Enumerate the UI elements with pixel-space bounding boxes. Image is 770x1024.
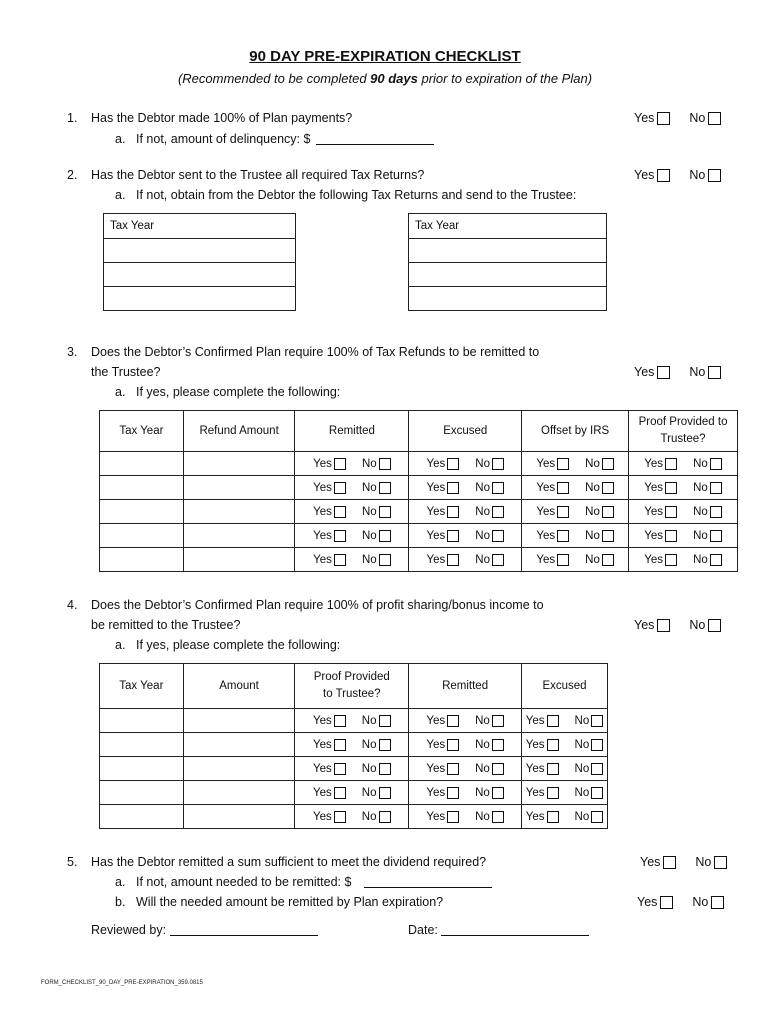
- q3-offset-by-irs-no-checkbox[interactable]: [602, 530, 614, 542]
- q3-offset-by-irs-no-checkbox[interactable]: [602, 482, 614, 494]
- q5b-yes-checkbox[interactable]: [660, 896, 673, 909]
- q4-remitted-yes-no: Yes No: [409, 787, 521, 799]
- q4-proof-provided-yes-no: Yes No: [295, 787, 408, 799]
- q4-yes-checkbox[interactable]: [657, 619, 670, 632]
- q2-left-cell[interactable]: [104, 239, 296, 263]
- q4-proof-provided-no-checkbox[interactable]: [379, 739, 391, 751]
- q3-remitted-cell: [295, 548, 409, 572]
- q5-no-checkbox[interactable]: [714, 856, 727, 869]
- q3-table-row: [100, 452, 738, 476]
- q3-remitted-cell: [295, 476, 409, 500]
- q4-yes-no: Yes No: [634, 618, 721, 632]
- q3-offset-by-irs-no-checkbox[interactable]: [602, 554, 614, 566]
- q3-header-refund-amount: Refund Amount: [183, 411, 295, 452]
- q5b-label: b.: [115, 895, 126, 909]
- q3-proof-provided-cell: [629, 452, 738, 476]
- q4-text-line2: be remitted to the Trustee?: [91, 618, 241, 632]
- page-subtitle: (Recommended to be completed 90 days prior to expiration of the Plan): [177, 71, 593, 86]
- q4-remitted-yes-no: Yes No: [409, 739, 521, 751]
- q3-proof-provided-cell: [629, 476, 738, 500]
- q3-remitted-yes-no: Yes No: [295, 458, 408, 470]
- q4-table-row: [100, 781, 608, 805]
- q3-tax-refund-table: [99, 410, 738, 572]
- q4-excused-cell: [522, 781, 608, 805]
- q3-table-row: [100, 548, 738, 572]
- q3-proof-provided-cell: [629, 500, 738, 524]
- q4-remitted-no-checkbox[interactable]: [492, 811, 504, 823]
- q3-offset-by-irs-yes-checkbox[interactable]: [557, 530, 569, 542]
- q2-no-checkbox[interactable]: [708, 169, 721, 182]
- q4-excused-no-checkbox[interactable]: [591, 787, 603, 799]
- q3-tax-year-cell[interactable]: [100, 548, 184, 572]
- q3-offset-by-irs-yes-no: Yes No: [522, 482, 628, 494]
- q4-proof-provided-cell: [295, 757, 409, 781]
- q5a-text: If not, amount needed to be remitted: $: [136, 875, 352, 889]
- q4-tax-year-cell[interactable]: [100, 757, 184, 781]
- q4-amount-cell[interactable]: [183, 757, 295, 781]
- q4-proof-provided-yes-checkbox[interactable]: [334, 787, 346, 799]
- q3-excused-cell: [409, 548, 522, 572]
- q3-offset-by-irs-no-checkbox[interactable]: [602, 506, 614, 518]
- q3-proof-provided-yes-no: Yes No: [629, 554, 737, 566]
- q3-proof-provided-yes-no: Yes No: [629, 458, 737, 470]
- q3-proof-provided-no-checkbox[interactable]: [710, 482, 722, 494]
- q4-remitted-yes-no: Yes No: [409, 763, 521, 775]
- q3-excused-cell: [409, 524, 522, 548]
- q3-excused-yes-checkbox[interactable]: [447, 506, 459, 518]
- q4-excused-yes-checkbox[interactable]: [547, 787, 559, 799]
- q4-excused-yes-no: Yes No: [522, 739, 607, 751]
- reviewed-by-field[interactable]: [170, 923, 318, 936]
- q4a-text: If yes, please complete the following:: [136, 638, 341, 652]
- q3-remitted-yes-checkbox[interactable]: [334, 554, 346, 566]
- q4-excused-yes-no: Yes No: [522, 787, 607, 799]
- q3a-label: a.: [115, 385, 126, 399]
- q3-excused-yes-no: Yes No: [409, 554, 521, 566]
- q4-proof-provided-yes-checkbox[interactable]: [334, 811, 346, 823]
- q3-excused-no-checkbox[interactable]: [492, 554, 504, 566]
- q5a-label: a.: [115, 875, 126, 889]
- q3-tax-year-cell[interactable]: [100, 452, 184, 476]
- q3-remitted-cell: [295, 524, 409, 548]
- q2a-text: If not, obtain from the Debtor the following Tax Returns and send to the Trustee:: [136, 188, 577, 202]
- q4-amount-cell[interactable]: [183, 709, 295, 733]
- q3-offset-by-irs-yes-no: Yes No: [522, 506, 628, 518]
- q4-remitted-no-checkbox[interactable]: [492, 787, 504, 799]
- q4-excused-no-checkbox[interactable]: [591, 715, 603, 727]
- q1-yes-checkbox[interactable]: [657, 112, 670, 125]
- q2-left-cell[interactable]: [104, 263, 296, 287]
- q3-header-excused: Excused: [409, 411, 522, 452]
- q3-tax-year-cell[interactable]: [100, 524, 184, 548]
- q3-excused-cell: [409, 452, 522, 476]
- q2a-label: a.: [115, 188, 126, 202]
- q3-excused-yes-no: Yes No: [409, 458, 521, 470]
- q4-tax-year-cell[interactable]: [100, 733, 184, 757]
- q4-remitted-yes-checkbox[interactable]: [447, 715, 459, 727]
- q3-offset-by-irs-cell: [522, 524, 629, 548]
- date-label: Date:: [408, 923, 438, 937]
- q4-header-amount: Amount: [183, 664, 295, 709]
- q1-number: 1.: [67, 111, 78, 125]
- q3-text-line1: Does the Debtor’s Confirmed Plan require 100% of Tax Refunds to be remitted to: [91, 345, 540, 359]
- q4-proof-provided-no-checkbox[interactable]: [379, 763, 391, 775]
- q4-proof-provided-yes-checkbox[interactable]: [334, 739, 346, 751]
- q3-remitted-yes-checkbox[interactable]: [334, 530, 346, 542]
- q4-header-proof-provided: Proof Provided to Trustee?: [295, 664, 409, 709]
- q4-remitted-cell: [409, 757, 522, 781]
- q3-yes-no: Yes No: [634, 365, 721, 379]
- q2-tax-year-table-right: [408, 213, 607, 311]
- q2-right-cell[interactable]: [409, 239, 607, 263]
- q4-excused-no-checkbox[interactable]: [591, 763, 603, 775]
- q4-remitted-cell: [409, 781, 522, 805]
- q3-offset-by-irs-yes-no: Yes No: [522, 554, 628, 566]
- q4-proof-provided-cell: [295, 805, 409, 829]
- q2-left-header: Tax Year: [104, 214, 296, 239]
- q3-table-row: [100, 500, 738, 524]
- q3-excused-yes-no: Yes No: [409, 530, 521, 542]
- q4-table-row: [100, 709, 608, 733]
- q4-tax-year-cell[interactable]: [100, 709, 184, 733]
- q4-table-row: [100, 757, 608, 781]
- q4-amount-cell[interactable]: [183, 781, 295, 805]
- q3-offset-by-irs-yes-checkbox[interactable]: [557, 458, 569, 470]
- q4-proof-provided-cell: [295, 709, 409, 733]
- q3-remitted-yes-checkbox[interactable]: [334, 506, 346, 518]
- q4-proof-provided-yes-checkbox[interactable]: [334, 715, 346, 727]
- q3-table-row: [100, 476, 738, 500]
- q4-remitted-yes-checkbox[interactable]: [447, 787, 459, 799]
- q3-excused-no-checkbox[interactable]: [492, 482, 504, 494]
- q4-remitted-yes-checkbox[interactable]: [447, 739, 459, 751]
- q4-header-excused: Excused: [522, 664, 608, 709]
- q3-tax-year-cell[interactable]: [100, 476, 184, 500]
- q4-excused-yes-no: Yes No: [522, 715, 607, 727]
- q4-table-row: [100, 805, 608, 829]
- q3-proof-provided-no-checkbox[interactable]: [710, 554, 722, 566]
- q4-remitted-yes-checkbox[interactable]: [447, 811, 459, 823]
- q4-proof-provided-yes-no: Yes No: [295, 811, 408, 823]
- form-code-footer: FORM_CHECKLIST_90_DAY_PRE-EXPIRATION_359.0815: [41, 980, 203, 986]
- q3-header-tax-year: Tax Year: [100, 411, 184, 452]
- q3a-text: If yes, please complete the following:: [136, 385, 341, 399]
- q4-excused-cell: [522, 757, 608, 781]
- q3-offset-by-irs-cell: [522, 500, 629, 524]
- q4-excused-yes-no: Yes No: [522, 763, 607, 775]
- q4-proof-provided-no-checkbox[interactable]: [379, 811, 391, 823]
- q1a-text: If not, amount of delinquency: $: [136, 132, 311, 146]
- q4-no-checkbox[interactable]: [708, 619, 721, 632]
- q4a-label: a.: [115, 638, 126, 652]
- q2-left-cell[interactable]: [104, 287, 296, 311]
- q4-proof-provided-no-checkbox[interactable]: [379, 715, 391, 727]
- q4-excused-yes-no: Yes No: [522, 811, 607, 823]
- q3-excused-yes-no: Yes No: [409, 506, 521, 518]
- q3-table-row: [100, 524, 738, 548]
- q3-remitted-yes-checkbox[interactable]: [334, 458, 346, 470]
- q4-proof-provided-yes-no: Yes No: [295, 763, 408, 775]
- q3-offset-by-irs-yes-checkbox[interactable]: [557, 506, 569, 518]
- q4-excused-cell: [522, 709, 608, 733]
- q4-number: 4.: [67, 598, 78, 612]
- q3-remitted-yes-no: Yes No: [295, 482, 408, 494]
- q4-tax-year-cell[interactable]: [100, 781, 184, 805]
- q3-text-line2: the Trustee?: [91, 365, 161, 379]
- q3-remitted-no-checkbox[interactable]: [379, 506, 391, 518]
- q4-bonus-income-table: [99, 663, 608, 829]
- q3-excused-no-checkbox[interactable]: [492, 530, 504, 542]
- q3-refund-amount-cell[interactable]: [183, 452, 295, 476]
- q2-tax-year-table-left: [103, 213, 296, 311]
- q3-refund-amount-cell[interactable]: [183, 524, 295, 548]
- q4-remitted-no-checkbox[interactable]: [492, 739, 504, 751]
- q2-number: 2.: [67, 168, 78, 182]
- q2-text: Has the Debtor sent to the Trustee all required Tax Returns?: [91, 168, 425, 182]
- q3-number: 3.: [67, 345, 78, 359]
- date-field[interactable]: [441, 923, 589, 936]
- q4-proof-provided-yes-no: Yes No: [295, 715, 408, 727]
- q4-remitted-yes-no: Yes No: [409, 811, 521, 823]
- q4-remitted-cell: [409, 805, 522, 829]
- q4-excused-no-checkbox[interactable]: [591, 739, 603, 751]
- q3-remitted-yes-no: Yes No: [295, 506, 408, 518]
- q4-proof-provided-cell: [295, 781, 409, 805]
- q3-offset-by-irs-cell: [522, 452, 629, 476]
- q3-proof-provided-yes-no: Yes No: [629, 530, 737, 542]
- q3-excused-yes-checkbox[interactable]: [447, 458, 459, 470]
- q4-excused-no-checkbox[interactable]: [591, 811, 603, 823]
- q3-proof-provided-no-checkbox[interactable]: [710, 506, 722, 518]
- q3-remitted-yes-no: Yes No: [295, 530, 408, 542]
- q4-proof-provided-no-checkbox[interactable]: [379, 787, 391, 799]
- q1a-label: a.: [115, 132, 126, 146]
- q3-remitted-cell: [295, 500, 409, 524]
- q3-yes-checkbox[interactable]: [657, 366, 670, 379]
- q3-excused-yes-checkbox[interactable]: [447, 482, 459, 494]
- q4-remitted-yes-checkbox[interactable]: [447, 763, 459, 775]
- q3-proof-provided-no-checkbox[interactable]: [710, 458, 722, 470]
- q4-remitted-yes-no: Yes No: [409, 715, 521, 727]
- page-title: 90 DAY PRE-EXPIRATION CHECKLIST: [249, 48, 521, 65]
- q5b-yes-no: Yes No: [637, 895, 724, 909]
- q3-proof-provided-yes-checkbox[interactable]: [665, 554, 677, 566]
- q4-amount-cell[interactable]: [183, 733, 295, 757]
- q4-tax-year-cell[interactable]: [100, 805, 184, 829]
- q4-remitted-cell: [409, 733, 522, 757]
- q3-excused-no-checkbox[interactable]: [492, 506, 504, 518]
- q4-excused-yes-checkbox[interactable]: [547, 739, 559, 751]
- q4-remitted-no-checkbox[interactable]: [492, 715, 504, 727]
- q3-excused-yes-no: Yes No: [409, 482, 521, 494]
- q4-header-remitted: Remitted: [409, 664, 522, 709]
- q4-table-row: [100, 733, 608, 757]
- q3-proof-provided-cell: [629, 524, 738, 548]
- q3-offset-by-irs-cell: [522, 476, 629, 500]
- q4-proof-provided-cell: [295, 733, 409, 757]
- q5-yes-checkbox[interactable]: [663, 856, 676, 869]
- q3-proof-provided-yes-no: Yes No: [629, 482, 737, 494]
- q3-proof-provided-yes-checkbox[interactable]: [665, 482, 677, 494]
- q4-proof-provided-yes-no: Yes No: [295, 739, 408, 751]
- q3-remitted-yes-checkbox[interactable]: [334, 482, 346, 494]
- q3-remitted-no-checkbox[interactable]: [379, 482, 391, 494]
- q3-offset-by-irs-yes-no: Yes No: [522, 458, 628, 470]
- q2-right-cell[interactable]: [409, 287, 607, 311]
- q4-excused-yes-checkbox[interactable]: [547, 811, 559, 823]
- q2-right-header: Tax Year: [409, 214, 607, 239]
- q3-offset-by-irs-no-checkbox[interactable]: [602, 458, 614, 470]
- reviewed-by-label: Reviewed by:: [91, 923, 167, 937]
- q2-right-cell[interactable]: [409, 263, 607, 287]
- q5a-amount-field[interactable]: [364, 875, 492, 888]
- q3-no-checkbox[interactable]: [708, 366, 721, 379]
- q3-offset-by-irs-yes-checkbox[interactable]: [557, 554, 569, 566]
- q2-yes-checkbox[interactable]: [657, 169, 670, 182]
- q4-amount-cell[interactable]: [183, 805, 295, 829]
- q3-excused-cell: [409, 500, 522, 524]
- q3-proof-provided-no-checkbox[interactable]: [710, 530, 722, 542]
- q4-remitted-no-checkbox[interactable]: [492, 763, 504, 775]
- q3-remitted-no-checkbox[interactable]: [379, 530, 391, 542]
- q5-yes-no: Yes No: [640, 855, 727, 869]
- q4-excused-yes-checkbox[interactable]: [547, 715, 559, 727]
- q3-header-proof-provided: Proof Provided to Trustee?: [629, 411, 738, 452]
- q3-excused-yes-checkbox[interactable]: [447, 554, 459, 566]
- q4-excused-cell: [522, 733, 608, 757]
- q3-remitted-cell: [295, 452, 409, 476]
- q3-refund-amount-cell[interactable]: [183, 476, 295, 500]
- q3-remitted-no-checkbox[interactable]: [379, 554, 391, 566]
- q1-text: Has the Debtor made 100% of Plan payments?: [91, 111, 353, 125]
- q3-proof-provided-yes-checkbox[interactable]: [665, 458, 677, 470]
- q4-excused-cell: [522, 805, 608, 829]
- q1-yes-no: Yes No: [634, 111, 721, 125]
- q3-excused-cell: [409, 476, 522, 500]
- q3-offset-by-irs-yes-checkbox[interactable]: [557, 482, 569, 494]
- q3-excused-no-checkbox[interactable]: [492, 458, 504, 470]
- q3-proof-provided-yes-no: Yes No: [629, 506, 737, 518]
- q3-proof-provided-cell: [629, 548, 738, 572]
- q1a-delinquency-field[interactable]: [316, 132, 434, 145]
- q3-refund-amount-cell[interactable]: [183, 500, 295, 524]
- q3-offset-by-irs-yes-no: Yes No: [522, 530, 628, 542]
- q4-remitted-cell: [409, 709, 522, 733]
- q4-header-tax-year: Tax Year: [100, 664, 184, 709]
- q3-refund-amount-cell[interactable]: [183, 548, 295, 572]
- q1-no-checkbox[interactable]: [708, 112, 721, 125]
- q3-proof-provided-yes-checkbox[interactable]: [665, 530, 677, 542]
- q4-text-line1: Does the Debtor’s Confirmed Plan require 100% of profit sharing/bonus income to: [91, 598, 544, 612]
- q3-offset-by-irs-cell: [522, 548, 629, 572]
- q3-remitted-no-checkbox[interactable]: [379, 458, 391, 470]
- q4-excused-yes-checkbox[interactable]: [547, 763, 559, 775]
- q3-proof-provided-yes-checkbox[interactable]: [665, 506, 677, 518]
- q3-header-offset-by-irs: Offset by IRS: [522, 411, 629, 452]
- q3-header-remitted: Remitted: [295, 411, 409, 452]
- q5-text: Has the Debtor remitted a sum sufficient to meet the dividend required?: [91, 855, 487, 869]
- q3-tax-year-cell[interactable]: [100, 500, 184, 524]
- q4-proof-provided-yes-checkbox[interactable]: [334, 763, 346, 775]
- q3-remitted-yes-no: Yes No: [295, 554, 408, 566]
- q5-number: 5.: [67, 855, 78, 869]
- q5b-text: Will the needed amount be remitted by Plan expiration?: [136, 895, 444, 909]
- q5b-no-checkbox[interactable]: [711, 896, 724, 909]
- q2-yes-no: Yes No: [634, 168, 721, 182]
- q3-excused-yes-checkbox[interactable]: [447, 530, 459, 542]
